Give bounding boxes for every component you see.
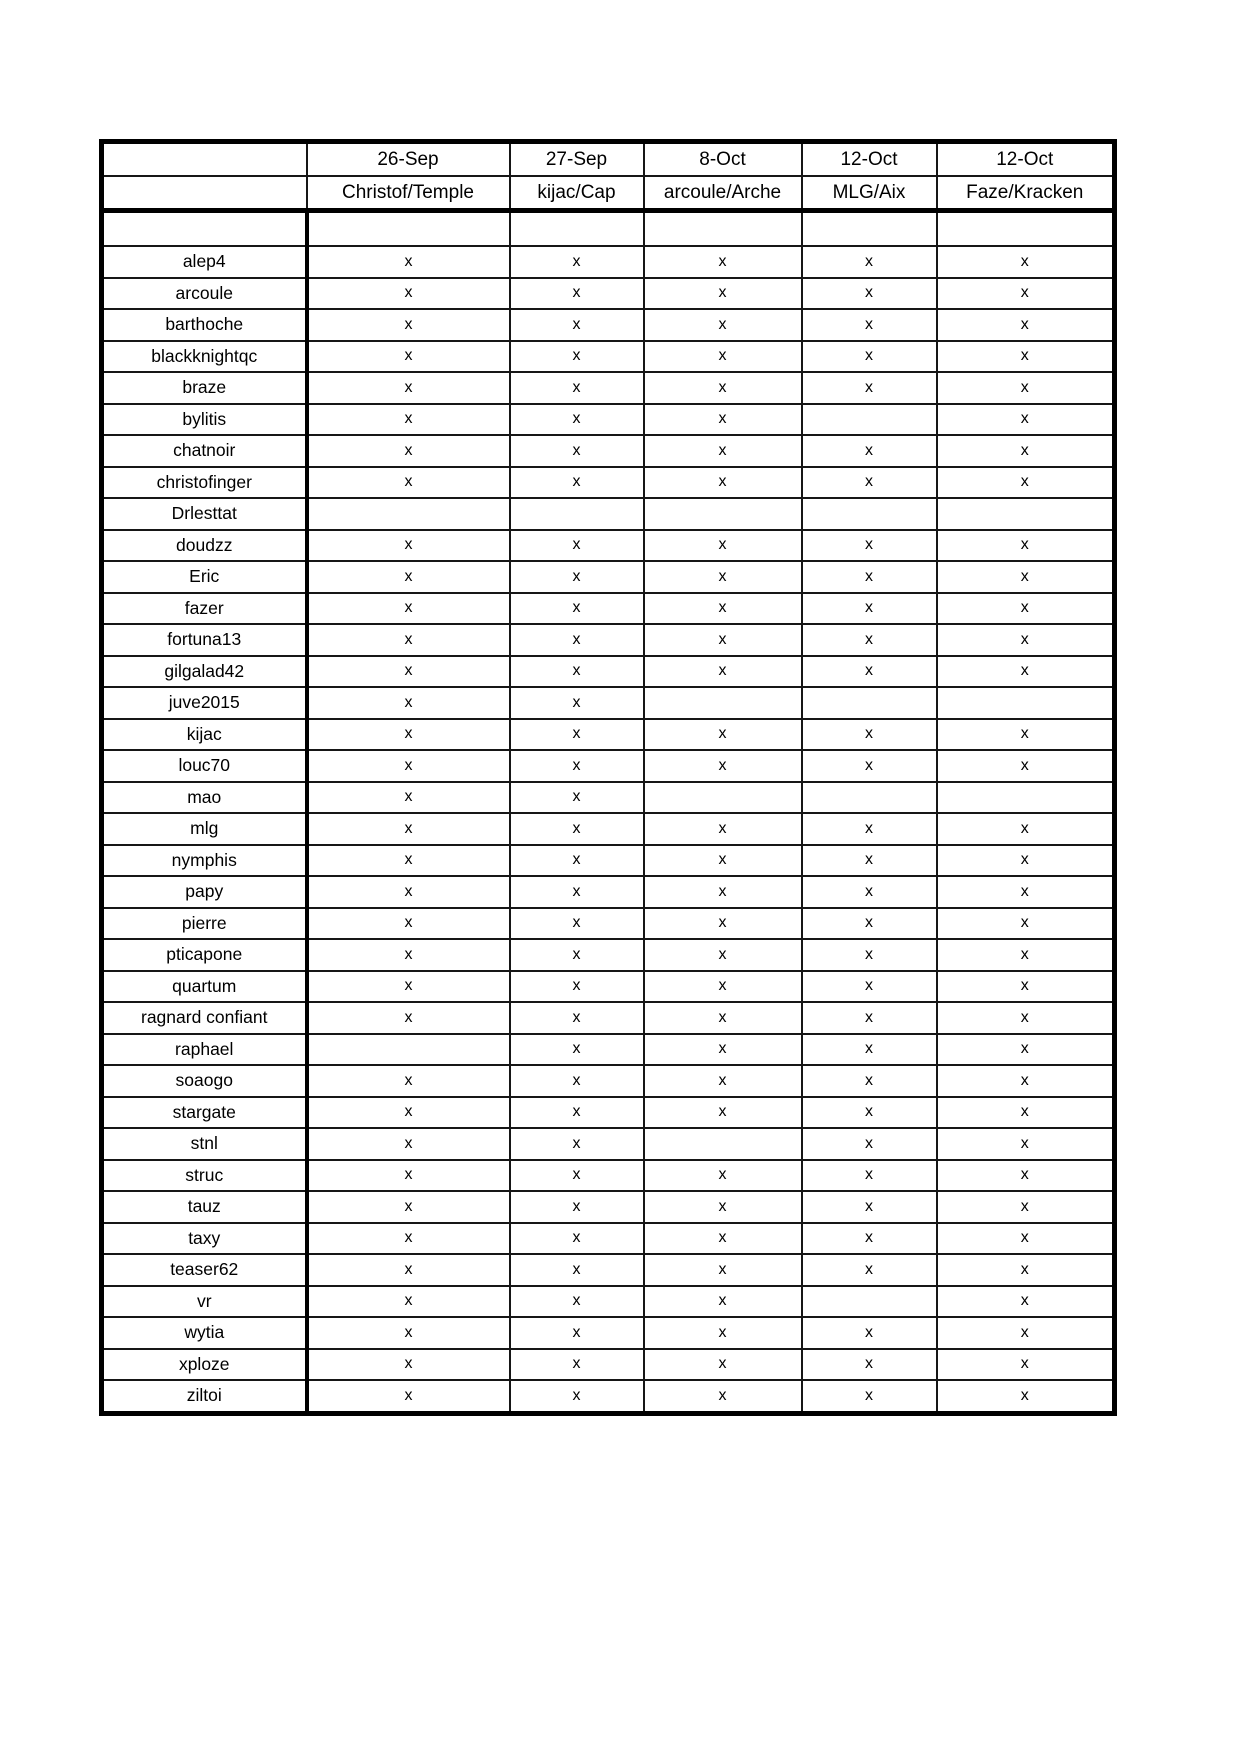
- attendance-cell: x: [937, 404, 1115, 436]
- table-row: [102, 1286, 1115, 1318]
- attendance-cell: x: [937, 1002, 1115, 1034]
- table-row: [102, 246, 1115, 278]
- attendance-cell: x: [510, 530, 644, 562]
- attendance-cell: x: [307, 309, 510, 341]
- attendance-cell: [802, 404, 937, 436]
- attendance-cell: x: [644, 1034, 802, 1066]
- attendance-cell: x: [802, 813, 937, 845]
- player-name-cell: quartum: [102, 971, 307, 1003]
- spacer-cell: [937, 211, 1115, 247]
- table-row: [102, 341, 1115, 373]
- attendance-cell: x: [307, 971, 510, 1003]
- attendance-cell: x: [644, 530, 802, 562]
- player-name-cell: ziltoi: [102, 1380, 307, 1413]
- date-header-row: [102, 142, 1115, 177]
- attendance-cell: x: [802, 278, 937, 310]
- player-name-cell: Drlesttat: [102, 498, 307, 530]
- table-row: [102, 1317, 1115, 1349]
- attendance-cell: [644, 687, 802, 719]
- table-row: [102, 467, 1115, 499]
- attendance-cell: x: [307, 530, 510, 562]
- attendance-cell: x: [802, 1191, 937, 1223]
- attendance-cell: x: [510, 561, 644, 593]
- attendance-cell: x: [510, 467, 644, 499]
- attendance-cell: x: [644, 278, 802, 310]
- attendance-cell: x: [802, 1097, 937, 1129]
- event-match-cell: arcoule/Arche: [644, 176, 802, 211]
- player-name-cell: Eric: [102, 561, 307, 593]
- attendance-cell: x: [307, 939, 510, 971]
- table-row: [102, 1065, 1115, 1097]
- spacer-row: [102, 211, 1115, 247]
- attendance-cell: x: [802, 971, 937, 1003]
- attendance-cell: x: [937, 1065, 1115, 1097]
- event-date-cell: 12-Oct: [937, 142, 1115, 177]
- table-row: [102, 1191, 1115, 1223]
- attendance-cell: x: [644, 341, 802, 373]
- attendance-cell: x: [937, 246, 1115, 278]
- attendance-cell: x: [937, 971, 1115, 1003]
- player-name-cell: pticapone: [102, 939, 307, 971]
- player-name-cell: mlg: [102, 813, 307, 845]
- attendance-cell: [644, 782, 802, 814]
- attendance-cell: [937, 782, 1115, 814]
- table-row: [102, 404, 1115, 436]
- attendance-cell: x: [307, 435, 510, 467]
- attendance-cell: x: [510, 1160, 644, 1192]
- player-name-cell: struc: [102, 1160, 307, 1192]
- attendance-cell: x: [802, 1002, 937, 1034]
- attendance-cell: [510, 498, 644, 530]
- attendance-cell: x: [802, 561, 937, 593]
- event-date-cell: 27-Sep: [510, 142, 644, 177]
- attendance-cell: x: [510, 372, 644, 404]
- corner-cell: [102, 176, 307, 211]
- attendance-cell: x: [802, 1254, 937, 1286]
- attendance-cell: x: [802, 656, 937, 688]
- attendance-cell: x: [510, 1254, 644, 1286]
- attendance-cell: x: [802, 1317, 937, 1349]
- player-name-cell: tauz: [102, 1191, 307, 1223]
- table-row: [102, 687, 1115, 719]
- attendance-cell: x: [510, 845, 644, 877]
- table-header: [102, 142, 1115, 211]
- attendance-cell: x: [510, 435, 644, 467]
- attendance-cell: x: [510, 593, 644, 625]
- attendance-cell: x: [644, 309, 802, 341]
- player-name-cell: braze: [102, 372, 307, 404]
- spacer-cell: [510, 211, 644, 247]
- attendance-cell: x: [510, 750, 644, 782]
- attendance-cell: x: [307, 561, 510, 593]
- attendance-cell: x: [644, 719, 802, 751]
- attendance-cell: x: [307, 1097, 510, 1129]
- attendance-cell: x: [510, 1317, 644, 1349]
- attendance-cell: x: [644, 372, 802, 404]
- attendance-cell: x: [937, 1317, 1115, 1349]
- table-row: [102, 1380, 1115, 1413]
- attendance-cell: x: [644, 561, 802, 593]
- attendance-cell: x: [510, 687, 644, 719]
- attendance-cell: [802, 687, 937, 719]
- attendance-cell: x: [307, 687, 510, 719]
- corner-cell: [102, 142, 307, 177]
- attendance-cell: x: [802, 939, 937, 971]
- table-row: [102, 1002, 1115, 1034]
- attendance-cell: x: [644, 971, 802, 1003]
- attendance-cell: x: [937, 467, 1115, 499]
- attendance-cell: x: [307, 404, 510, 436]
- attendance-cell: x: [802, 1223, 937, 1255]
- attendance-cell: [802, 1286, 937, 1318]
- attendance-cell: x: [510, 1223, 644, 1255]
- attendance-cell: x: [510, 309, 644, 341]
- attendance-cell: x: [644, 1160, 802, 1192]
- attendance-cell: x: [644, 813, 802, 845]
- attendance-cell: x: [307, 719, 510, 751]
- player-name-cell: chatnoir: [102, 435, 307, 467]
- attendance-cell: x: [307, 782, 510, 814]
- attendance-cell: x: [510, 908, 644, 940]
- table-row: [102, 719, 1115, 751]
- player-name-cell: raphael: [102, 1034, 307, 1066]
- attendance-cell: x: [307, 1160, 510, 1192]
- attendance-cell: x: [644, 1349, 802, 1381]
- attendance-cell: x: [307, 341, 510, 373]
- attendance-cell: x: [937, 341, 1115, 373]
- attendance-cell: x: [937, 309, 1115, 341]
- attendance-cell: x: [802, 309, 937, 341]
- table-body: [102, 211, 1115, 1414]
- player-name-cell: soaogo: [102, 1065, 307, 1097]
- attendance-cell: x: [802, 435, 937, 467]
- attendance-cell: x: [510, 1065, 644, 1097]
- player-name-cell: arcoule: [102, 278, 307, 310]
- attendance-cell: x: [644, 750, 802, 782]
- attendance-cell: x: [307, 246, 510, 278]
- table-row: [102, 1160, 1115, 1192]
- attendance-cell: x: [802, 593, 937, 625]
- spacer-cell: [644, 211, 802, 247]
- attendance-cell: x: [307, 1191, 510, 1223]
- attendance-cell: x: [510, 1349, 644, 1381]
- table-row: [102, 372, 1115, 404]
- spacer-name-cell: [102, 211, 307, 247]
- attendance-cell: x: [510, 624, 644, 656]
- attendance-cell: x: [802, 908, 937, 940]
- attendance-cell: x: [937, 1191, 1115, 1223]
- table-row: [102, 435, 1115, 467]
- attendance-table: [99, 139, 1117, 1416]
- attendance-cell: x: [307, 1223, 510, 1255]
- attendance-cell: x: [644, 246, 802, 278]
- attendance-cell: x: [937, 278, 1115, 310]
- attendance-cell: x: [644, 404, 802, 436]
- attendance-cell: x: [644, 1380, 802, 1413]
- attendance-cell: x: [307, 1349, 510, 1381]
- player-name-cell: doudzz: [102, 530, 307, 562]
- attendance-cell: x: [510, 1380, 644, 1413]
- spacer-cell: [802, 211, 937, 247]
- attendance-cell: [644, 498, 802, 530]
- table-row: [102, 939, 1115, 971]
- attendance-cell: x: [307, 1254, 510, 1286]
- attendance-cell: x: [802, 341, 937, 373]
- attendance-cell: x: [644, 435, 802, 467]
- attendance-cell: x: [937, 593, 1115, 625]
- attendance-cell: x: [937, 1128, 1115, 1160]
- attendance-cell: x: [644, 876, 802, 908]
- table-row: [102, 309, 1115, 341]
- event-match-cell: MLG/Aix: [802, 176, 937, 211]
- event-date-cell: 12-Oct: [802, 142, 937, 177]
- attendance-cell: x: [307, 1380, 510, 1413]
- attendance-cell: x: [510, 1128, 644, 1160]
- attendance-cell: x: [510, 341, 644, 373]
- attendance-cell: x: [510, 1097, 644, 1129]
- team-header-row: [102, 176, 1115, 211]
- player-name-cell: blackknightqc: [102, 341, 307, 373]
- event-date-cell: 8-Oct: [644, 142, 802, 177]
- attendance-cell: x: [937, 1254, 1115, 1286]
- player-name-cell: kijac: [102, 719, 307, 751]
- attendance-cell: x: [937, 1160, 1115, 1192]
- event-match-cell: kijac/Cap: [510, 176, 644, 211]
- attendance-cell: x: [307, 908, 510, 940]
- attendance-cell: x: [307, 1317, 510, 1349]
- attendance-cell: x: [937, 845, 1115, 877]
- attendance-cell: x: [510, 278, 644, 310]
- attendance-cell: x: [937, 750, 1115, 782]
- attendance-cell: x: [644, 1191, 802, 1223]
- attendance-cell: x: [937, 876, 1115, 908]
- table-row: [102, 750, 1115, 782]
- player-name-cell: teaser62: [102, 1254, 307, 1286]
- table-row: [102, 624, 1115, 656]
- table-row: [102, 813, 1115, 845]
- attendance-cell: x: [307, 372, 510, 404]
- event-match-cell: Faze/Kracken: [937, 176, 1115, 211]
- attendance-cell: x: [510, 1191, 644, 1223]
- attendance-cell: x: [802, 1160, 937, 1192]
- attendance-cell: x: [510, 813, 644, 845]
- table-row: [102, 845, 1115, 877]
- table-row: [102, 1128, 1115, 1160]
- table-row: [102, 561, 1115, 593]
- attendance-cell: x: [510, 1002, 644, 1034]
- attendance-cell: x: [307, 876, 510, 908]
- table-row: [102, 876, 1115, 908]
- attendance-cell: x: [307, 1065, 510, 1097]
- attendance-cell: [307, 1034, 510, 1066]
- attendance-cell: x: [307, 467, 510, 499]
- player-name-cell: papy: [102, 876, 307, 908]
- player-name-cell: juve2015: [102, 687, 307, 719]
- attendance-cell: x: [937, 1349, 1115, 1381]
- attendance-cell: x: [644, 908, 802, 940]
- attendance-cell: x: [802, 1034, 937, 1066]
- attendance-cell: x: [644, 1254, 802, 1286]
- attendance-cell: x: [644, 467, 802, 499]
- attendance-cell: x: [307, 656, 510, 688]
- attendance-cell: x: [937, 1097, 1115, 1129]
- player-name-cell: gilgalad42: [102, 656, 307, 688]
- table-row: [102, 971, 1115, 1003]
- attendance-cell: x: [802, 372, 937, 404]
- player-name-cell: mao: [102, 782, 307, 814]
- attendance-cell: x: [802, 530, 937, 562]
- attendance-cell: x: [644, 1317, 802, 1349]
- attendance-cell: [644, 1128, 802, 1160]
- attendance-cell: [937, 687, 1115, 719]
- player-name-cell: vr: [102, 1286, 307, 1318]
- attendance-cell: x: [802, 876, 937, 908]
- table-row: [102, 908, 1115, 940]
- attendance-cell: x: [510, 1286, 644, 1318]
- table-row: [102, 1097, 1115, 1129]
- attendance-cell: x: [937, 435, 1115, 467]
- attendance-cell: x: [802, 719, 937, 751]
- attendance-cell: x: [510, 939, 644, 971]
- attendance-cell: x: [644, 656, 802, 688]
- attendance-cell: x: [937, 939, 1115, 971]
- attendance-cell: x: [307, 278, 510, 310]
- attendance-cell: x: [307, 624, 510, 656]
- attendance-cell: x: [644, 939, 802, 971]
- attendance-cell: x: [802, 624, 937, 656]
- attendance-cell: x: [802, 467, 937, 499]
- player-name-cell: stnl: [102, 1128, 307, 1160]
- attendance-cell: x: [937, 372, 1115, 404]
- attendance-cell: [802, 782, 937, 814]
- attendance-cell: x: [510, 404, 644, 436]
- player-name-cell: barthoche: [102, 309, 307, 341]
- attendance-cell: x: [644, 593, 802, 625]
- attendance-cell: x: [802, 750, 937, 782]
- attendance-cell: x: [307, 750, 510, 782]
- player-name-cell: louc70: [102, 750, 307, 782]
- attendance-cell: x: [510, 876, 644, 908]
- player-name-cell: alep4: [102, 246, 307, 278]
- attendance-cell: x: [937, 719, 1115, 751]
- attendance-cell: x: [510, 782, 644, 814]
- attendance-cell: x: [802, 1380, 937, 1413]
- attendance-cell: x: [937, 908, 1115, 940]
- attendance-cell: x: [644, 624, 802, 656]
- attendance-cell: x: [307, 593, 510, 625]
- player-name-cell: fazer: [102, 593, 307, 625]
- attendance-cell: [802, 498, 937, 530]
- attendance-cell: x: [937, 561, 1115, 593]
- attendance-cell: x: [307, 813, 510, 845]
- spacer-cell: [307, 211, 510, 247]
- attendance-cell: x: [510, 1034, 644, 1066]
- table-row: [102, 656, 1115, 688]
- attendance-cell: x: [307, 1002, 510, 1034]
- attendance-cell: x: [802, 1128, 937, 1160]
- table-row: [102, 530, 1115, 562]
- attendance-cell: x: [644, 1065, 802, 1097]
- attendance-cell: x: [937, 656, 1115, 688]
- attendance-cell: x: [937, 1223, 1115, 1255]
- attendance-cell: x: [937, 1286, 1115, 1318]
- event-match-cell: Christof/Temple: [307, 176, 510, 211]
- attendance-cell: x: [307, 1286, 510, 1318]
- table-row: [102, 1034, 1115, 1066]
- attendance-cell: x: [307, 845, 510, 877]
- player-name-cell: pierre: [102, 908, 307, 940]
- player-name-cell: ragnard confiant: [102, 1002, 307, 1034]
- player-name-cell: nymphis: [102, 845, 307, 877]
- attendance-cell: x: [307, 1128, 510, 1160]
- table-row: [102, 782, 1115, 814]
- player-name-cell: xploze: [102, 1349, 307, 1381]
- attendance-cell: x: [937, 1034, 1115, 1066]
- table-row: [102, 1223, 1115, 1255]
- attendance-cell: x: [510, 719, 644, 751]
- attendance-cell: x: [510, 656, 644, 688]
- attendance-cell: x: [644, 1097, 802, 1129]
- table-row: [102, 278, 1115, 310]
- player-name-cell: stargate: [102, 1097, 307, 1129]
- player-name-cell: wytia: [102, 1317, 307, 1349]
- attendance-cell: x: [802, 845, 937, 877]
- table-row: [102, 1349, 1115, 1381]
- event-date-cell: 26-Sep: [307, 142, 510, 177]
- attendance-cell: x: [644, 1223, 802, 1255]
- player-name-cell: fortuna13: [102, 624, 307, 656]
- attendance-cell: x: [802, 1065, 937, 1097]
- attendance-cell: x: [802, 1349, 937, 1381]
- attendance-cell: [937, 498, 1115, 530]
- player-name-cell: taxy: [102, 1223, 307, 1255]
- attendance-cell: x: [644, 845, 802, 877]
- table-row: [102, 593, 1115, 625]
- attendance-cell: x: [937, 813, 1115, 845]
- attendance-cell: x: [937, 624, 1115, 656]
- attendance-cell: x: [802, 246, 937, 278]
- attendance-cell: x: [644, 1002, 802, 1034]
- attendance-cell: x: [644, 1286, 802, 1318]
- attendance-cell: x: [937, 1380, 1115, 1413]
- attendance-cell: x: [510, 246, 644, 278]
- attendance-cell: x: [510, 971, 644, 1003]
- table-row: [102, 1254, 1115, 1286]
- player-name-cell: christofinger: [102, 467, 307, 499]
- attendance-cell: x: [937, 530, 1115, 562]
- attendance-cell: [307, 498, 510, 530]
- table-row: [102, 498, 1115, 530]
- player-name-cell: bylitis: [102, 404, 307, 436]
